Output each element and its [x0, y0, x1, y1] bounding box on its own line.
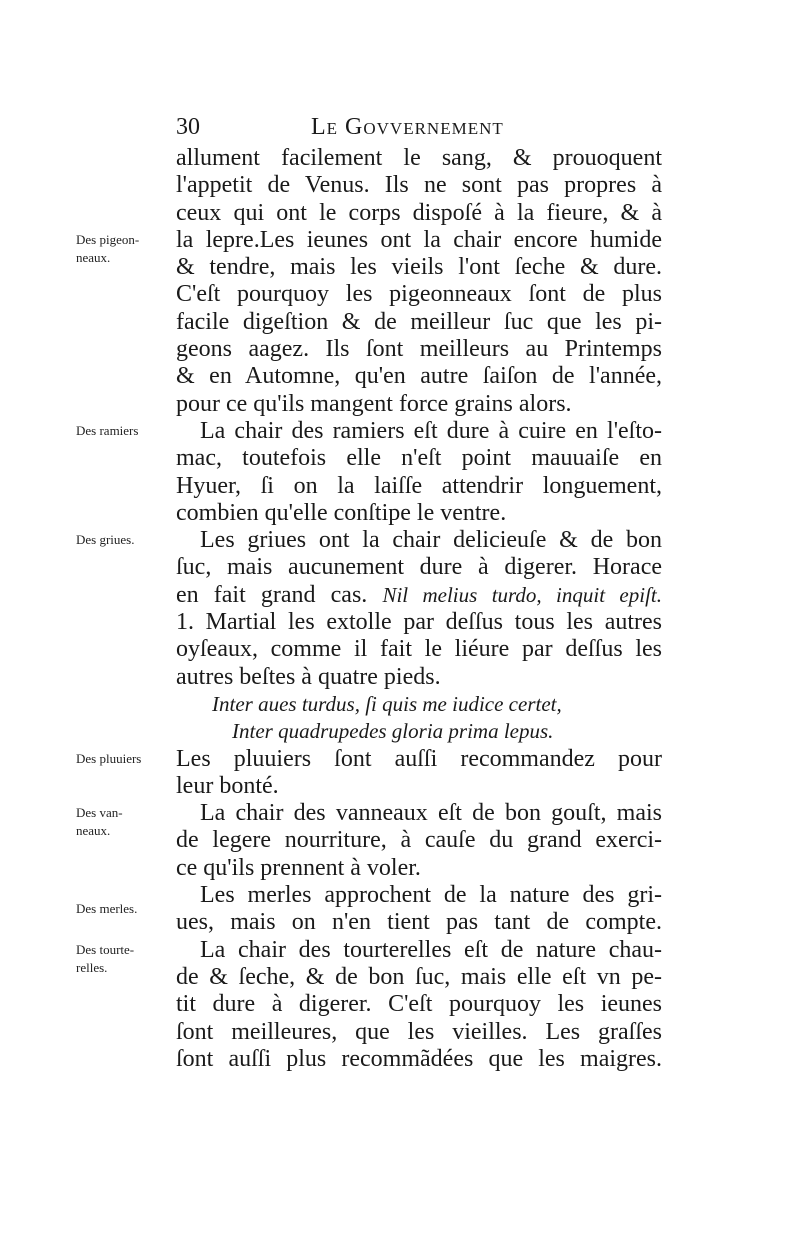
- text-line-content: La chair des ramiers eſt dure à cuire en l'eſto-: [200, 417, 662, 444]
- margin-note-griues: Des griues.: [76, 532, 135, 548]
- text-line-content: ceux qui ont le corps dispoſé à la fieure, & à: [176, 199, 662, 226]
- text-line: [176, 909, 662, 936]
- text-line-content: Inter quadrupedes gloria prima lepus.: [232, 719, 554, 744]
- text-line-content: ſont meilleures, que les vieilles. Les graſſes: [176, 1018, 662, 1045]
- text-line: [176, 664, 662, 691]
- page-number: 30: [176, 114, 200, 140]
- text-line: [176, 254, 662, 281]
- text-line: [176, 391, 662, 418]
- margin-note-tourterelles: Des tourte- relles.: [76, 941, 135, 975]
- margin-note-vanneaux: Des van- neaux.: [76, 805, 123, 839]
- margin-note-merles: Des merles.: [76, 900, 138, 916]
- text-line-content: combien qu'elle conſtipe le ventre.: [176, 499, 507, 526]
- text-line-content: de legere nourriture, à cauſe du grand exerci-: [176, 827, 662, 854]
- main-text-block: [176, 145, 662, 1073]
- text-line: [176, 937, 662, 964]
- text-line-content: autres beſtes à quatre pieds.: [176, 663, 441, 690]
- text-line: [176, 473, 662, 500]
- text-line: [176, 691, 662, 718]
- text-line-content: allument facilement le sang, & prouoquent: [176, 145, 662, 171]
- text-line: [176, 281, 662, 308]
- text-line-content: & en Automne, qu'en autre ſaiſon de l'année,: [176, 363, 662, 390]
- text-line: [176, 172, 662, 199]
- text-line: [176, 991, 662, 1018]
- text-line: [176, 718, 662, 745]
- text-line: [176, 964, 662, 991]
- margin-note-pluuiers: Des pluuiers: [76, 750, 142, 766]
- text-line: [176, 527, 662, 554]
- text-line-content: Inter aues turdus, ſi quis me iudice certet,: [212, 691, 562, 716]
- margin-note-pigeonneaux: Des pigeon- neaux.: [76, 231, 140, 265]
- text-line-content: ſuc, mais aucunement dure à digerer. Horace: [176, 554, 662, 581]
- text-line-content: La chair des vanneaux eſt de bon gouſt, mais: [200, 800, 662, 827]
- text-line: [176, 800, 662, 827]
- text-line: [176, 500, 662, 527]
- text-line: [176, 636, 662, 663]
- margin-note-ramiers: Des ramiers: [76, 423, 139, 438]
- text-line-content: mac, toutefois elle n'eſt point mauuaiſe en: [176, 445, 662, 472]
- text-line: [176, 227, 662, 254]
- text-line-content: & tendre, mais les vieils l'ont ſeche & dure.: [176, 254, 662, 281]
- text-line: [176, 1019, 662, 1046]
- text-line: [176, 200, 662, 227]
- text-line-content: geons aagez. Ils ſont meilleurs au Printemps: [176, 336, 662, 363]
- text-line-content: en fait grand cas.: [176, 581, 383, 608]
- text-line-content: ſont auſſi plus recommãdées que les maigres.: [176, 1045, 662, 1072]
- text-line: [176, 554, 662, 581]
- text-line: [176, 582, 662, 609]
- text-line: [176, 363, 662, 390]
- text-line: [176, 418, 662, 445]
- text-line-content: pour ce qu'ils mangent force grains alors.: [176, 390, 572, 417]
- running-title: Le Govvernement: [311, 114, 504, 140]
- text-line-content: Les griues ont la chair delicieuſe & de bon: [200, 527, 662, 554]
- text-line-content: Les pluuiers ſont auſſi recommandez pour: [176, 745, 662, 772]
- text-line-content: l'appetit de Venus. Ils ne sont pas propres à: [176, 172, 662, 199]
- text-line: [176, 1046, 662, 1073]
- text-line: [176, 746, 662, 773]
- text-line-content: 1. Martial les extolle par deſſus tous les autres: [176, 609, 662, 636]
- text-line-content: La chair des tourterelles eſt de nature chau-: [200, 936, 662, 963]
- text-line-content: Les merles approchent de la nature des gri-: [200, 882, 662, 909]
- text-line-content: ce qu'ils prennent à voler.: [176, 854, 421, 881]
- text-line-content: ues, mais on n'en tient pas tant de compte.: [176, 909, 662, 936]
- text-line: [176, 145, 662, 172]
- text-line-content: de & ſeche, & de bon ſuc, mais elle eſt vn pe-: [176, 963, 662, 990]
- text-line-content: Hyuer, ſi on la laiſſe attendrir longuement,: [176, 472, 662, 499]
- text-line: [176, 855, 662, 882]
- text-line: [176, 882, 662, 909]
- text-line-content: la lepre.Les ieunes ont la chair encore humide: [176, 226, 662, 253]
- text-line-content: C'eſt pourquoy les pigeonneaux ſont de plus: [176, 281, 662, 308]
- latin-quotation: Nil melius turdo, inquit epiſt.: [382, 582, 663, 607]
- text-line: [176, 336, 662, 363]
- text-line-content: oyſeaux, comme il fait le liéure par deſſus les: [176, 636, 662, 663]
- text-line: [176, 609, 662, 636]
- text-line-content: tit dure à digerer. C'eſt pourquoy les ieunes: [176, 991, 662, 1018]
- running-head: [176, 112, 556, 142]
- text-line: [176, 445, 662, 472]
- text-line: [176, 827, 662, 854]
- text-line-content: leur bonté.: [176, 772, 279, 799]
- text-line: [176, 309, 662, 336]
- text-line: [176, 773, 662, 800]
- text-line-content: facile digeſtion & de meilleur ſuc que les pi-: [176, 308, 662, 335]
